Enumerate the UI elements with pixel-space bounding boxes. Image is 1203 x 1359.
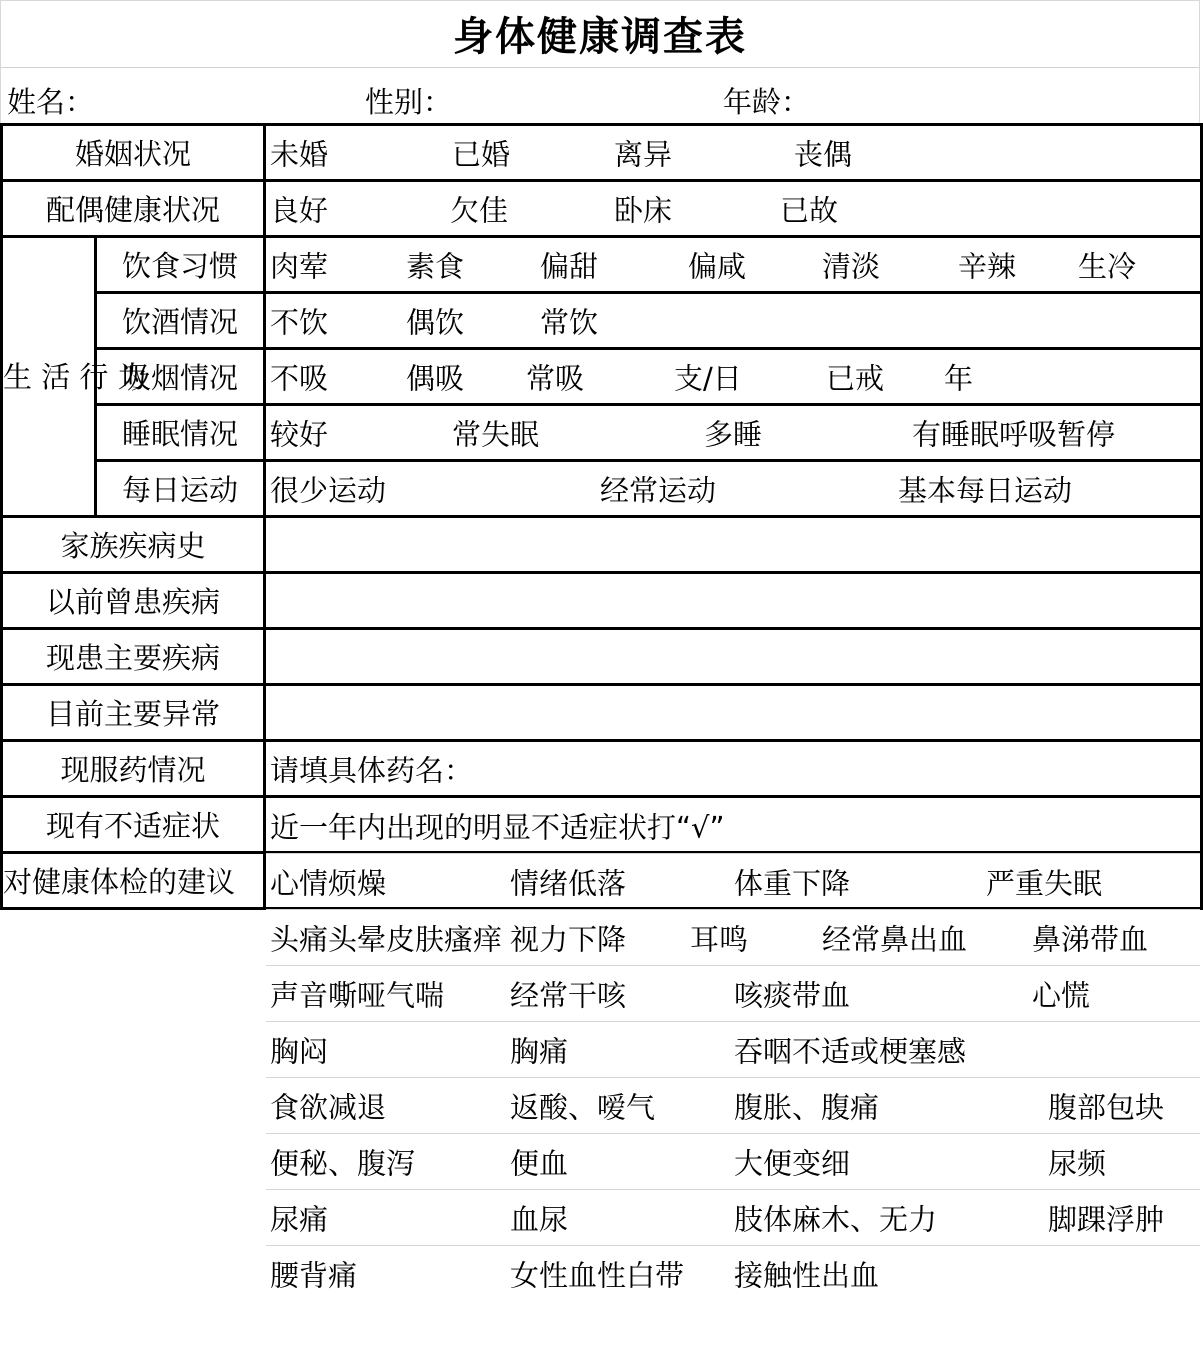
- sleep-options[interactable]: [265, 405, 1202, 461]
- drinking-label: 饮酒情况: [96, 293, 265, 349]
- symptom-option[interactable]: 返酸、嗳气: [510, 1090, 656, 1125]
- diet-option[interactable]: 素食: [406, 249, 465, 283]
- current-disease-label: 现患主要疾病: [2, 629, 265, 685]
- current-disease-field[interactable]: [265, 629, 1202, 685]
- symptom-option[interactable]: 血尿: [510, 1202, 569, 1237]
- marital-label: 婚姻状况: [2, 125, 265, 181]
- symptom-option[interactable]: 情绪低落: [510, 866, 627, 901]
- smoking-option[interactable]: 不吸: [270, 361, 329, 395]
- symptom-option[interactable]: 头痛头晕皮肤瘙痒: [270, 922, 503, 957]
- exercise-row: [2, 461, 1202, 517]
- gender-label: 性别：: [365, 85, 453, 119]
- spouse-option[interactable]: 欠佳: [450, 193, 509, 227]
- marital-row: [2, 125, 1202, 181]
- diet-option[interactable]: 辛辣: [958, 249, 1017, 283]
- symptom-option[interactable]: 腹部包块: [1048, 1090, 1165, 1125]
- lifestyle-group-label: 生 活 行 为: [2, 237, 96, 517]
- past-disease-row: [2, 573, 1202, 629]
- symptom-option[interactable]: 经常干咳: [510, 978, 627, 1013]
- medication-field[interactable]: [265, 741, 1202, 797]
- symptom-line: [266, 1246, 1200, 1302]
- diet-option[interactable]: 偏咸: [688, 249, 747, 283]
- symptom-option[interactable]: 吞咽不适或梗塞感: [734, 1034, 967, 1069]
- family-history-row: [2, 517, 1202, 573]
- abnormal-label: 目前主要异常: [2, 685, 265, 741]
- marital-option[interactable]: 已婚: [452, 137, 511, 171]
- symptoms-row: [2, 797, 1202, 853]
- symptom-option[interactable]: 食欲减退: [270, 1090, 387, 1125]
- spouse-health-options[interactable]: [265, 181, 1202, 237]
- smoking-options[interactable]: [265, 349, 1202, 405]
- diet-option[interactable]: 偏甜: [540, 249, 599, 283]
- past-disease-field[interactable]: [265, 573, 1202, 629]
- drinking-options[interactable]: [265, 293, 1202, 349]
- symptom-option[interactable]: 声音嘶哑气喘: [270, 978, 445, 1013]
- drinking-option[interactable]: 常饮: [540, 305, 599, 339]
- symptom-option[interactable]: 尿频: [1048, 1146, 1107, 1181]
- symptom-option[interactable]: 腹胀、腹痛: [734, 1090, 880, 1125]
- symptom-option[interactable]: 尿痛: [270, 1202, 329, 1237]
- symptom-option[interactable]: 胸闷: [270, 1034, 329, 1069]
- suggestion-row: [2, 853, 1202, 909]
- symptom-option[interactable]: 便血: [510, 1146, 569, 1181]
- smoking-row: [2, 349, 1202, 405]
- symptom-option[interactable]: 腰背痛: [270, 1258, 358, 1293]
- diet-row: [2, 237, 1202, 293]
- symptom-option[interactable]: 严重失眠: [986, 866, 1103, 901]
- symptom-option[interactable]: 女性血性白带: [510, 1258, 685, 1293]
- marital-option[interactable]: 离异: [614, 137, 673, 171]
- symptom-option[interactable]: 心情烦燥: [270, 866, 387, 901]
- diet-option[interactable]: 生冷: [1078, 249, 1137, 283]
- smoking-option[interactable]: 常吸: [526, 361, 585, 395]
- sleep-option[interactable]: 较好: [270, 417, 329, 451]
- family-history-label: 家族疾病史: [2, 517, 265, 573]
- exercise-option[interactable]: 经常运动: [600, 473, 717, 507]
- spouse-option[interactable]: 已故: [780, 193, 839, 227]
- exercise-option[interactable]: 基本每日运动: [898, 473, 1073, 507]
- symptom-line: [266, 1078, 1200, 1134]
- spouse-option[interactable]: 良好: [270, 193, 329, 227]
- exercise-label: 每日运动: [96, 461, 265, 517]
- symptom-line: [266, 910, 1200, 966]
- abnormal-row: [2, 685, 1202, 741]
- sleep-row: [2, 405, 1202, 461]
- diet-option[interactable]: 肉荤: [270, 249, 329, 283]
- symptom-line: [266, 1134, 1200, 1190]
- health-survey-table: [0, 123, 1203, 1293]
- smoking-option[interactable]: 已戒: [826, 361, 885, 395]
- suggestion-label: 对健康体检的建议: [2, 853, 265, 909]
- symptoms-intro: 近一年内出现的明显不适症状打“√”: [270, 810, 725, 845]
- sleep-option[interactable]: 常失眠: [452, 417, 540, 451]
- symptom-line: [266, 1190, 1200, 1246]
- symptom-option[interactable]: 肢体麻木、无力: [734, 1202, 938, 1237]
- smoking-option[interactable]: 偶吸: [406, 361, 465, 395]
- symptom-option[interactable]: 鼻涕带血: [1032, 922, 1149, 957]
- symptom-option[interactable]: 经常鼻出血: [822, 922, 968, 957]
- symptom-option[interactable]: 大便变细: [734, 1146, 851, 1181]
- symptom-line: [266, 1022, 1200, 1078]
- suggestion-field[interactable]: [265, 853, 1202, 909]
- symptom-line: [266, 966, 1200, 1022]
- symptom-option[interactable]: 便秘、腹泻: [270, 1146, 416, 1181]
- family-history-field[interactable]: [265, 517, 1202, 573]
- symptom-option[interactable]: 胸痛: [510, 1034, 569, 1069]
- spouse-health-row: [2, 181, 1202, 237]
- symptoms-intro-line: [266, 798, 1200, 854]
- current-disease-row: [2, 629, 1202, 685]
- spouse-option[interactable]: 卧床: [614, 193, 673, 227]
- medication-prompt: 请填具体药名：: [270, 753, 474, 787]
- past-disease-label: 以前曾患疾病: [2, 573, 265, 629]
- sleep-option[interactable]: 多睡: [704, 417, 763, 451]
- page-title: 身体健康调查表: [0, 0, 1200, 68]
- symptom-option[interactable]: 心慌: [1032, 978, 1091, 1013]
- symptom-option[interactable]: 脚踝浮肿: [1048, 1202, 1165, 1237]
- sleep-option[interactable]: 有睡眠呼吸暂停: [912, 417, 1116, 451]
- diet-options[interactable]: [265, 237, 1202, 293]
- marital-option[interactable]: 未婚: [270, 137, 329, 171]
- symptom-option[interactable]: 耳鸣: [690, 922, 749, 957]
- symptoms-label: 现有不适症状: [2, 797, 265, 853]
- symptoms-box: [265, 797, 1202, 1293]
- personal-info-row: [0, 68, 1200, 124]
- diet-option[interactable]: 清淡: [822, 249, 881, 283]
- symptom-option[interactable]: 咳痰带血: [734, 978, 851, 1013]
- exercise-option[interactable]: 很少运动: [270, 473, 387, 507]
- smoking-option[interactable]: 年: [944, 361, 974, 395]
- medication-row: [2, 741, 1202, 797]
- marital-options[interactable]: [265, 125, 1202, 181]
- smoking-option[interactable]: 支/日: [674, 361, 742, 395]
- age-label: 年龄：: [723, 85, 811, 119]
- drinking-option[interactable]: 偶饮: [406, 305, 465, 339]
- symptom-option[interactable]: 体重下降: [734, 866, 851, 901]
- name-label: 姓名：: [7, 85, 95, 119]
- spouse-health-label: 配偶健康状况: [2, 181, 265, 237]
- exercise-options[interactable]: [265, 461, 1202, 517]
- marital-option[interactable]: 丧偶: [794, 137, 853, 171]
- symptom-option[interactable]: 视力下降: [510, 922, 627, 957]
- drinking-row: [2, 293, 1202, 349]
- sleep-label: 睡眠情况: [96, 405, 265, 461]
- abnormal-field[interactable]: [265, 685, 1202, 741]
- drinking-option[interactable]: 不饮: [270, 305, 329, 339]
- symptom-option[interactable]: 接触性出血: [734, 1258, 880, 1293]
- smoking-label: 吸烟情况: [96, 349, 265, 405]
- diet-label: 饮食习惯: [96, 237, 265, 293]
- medication-label: 现服药情况: [2, 741, 265, 797]
